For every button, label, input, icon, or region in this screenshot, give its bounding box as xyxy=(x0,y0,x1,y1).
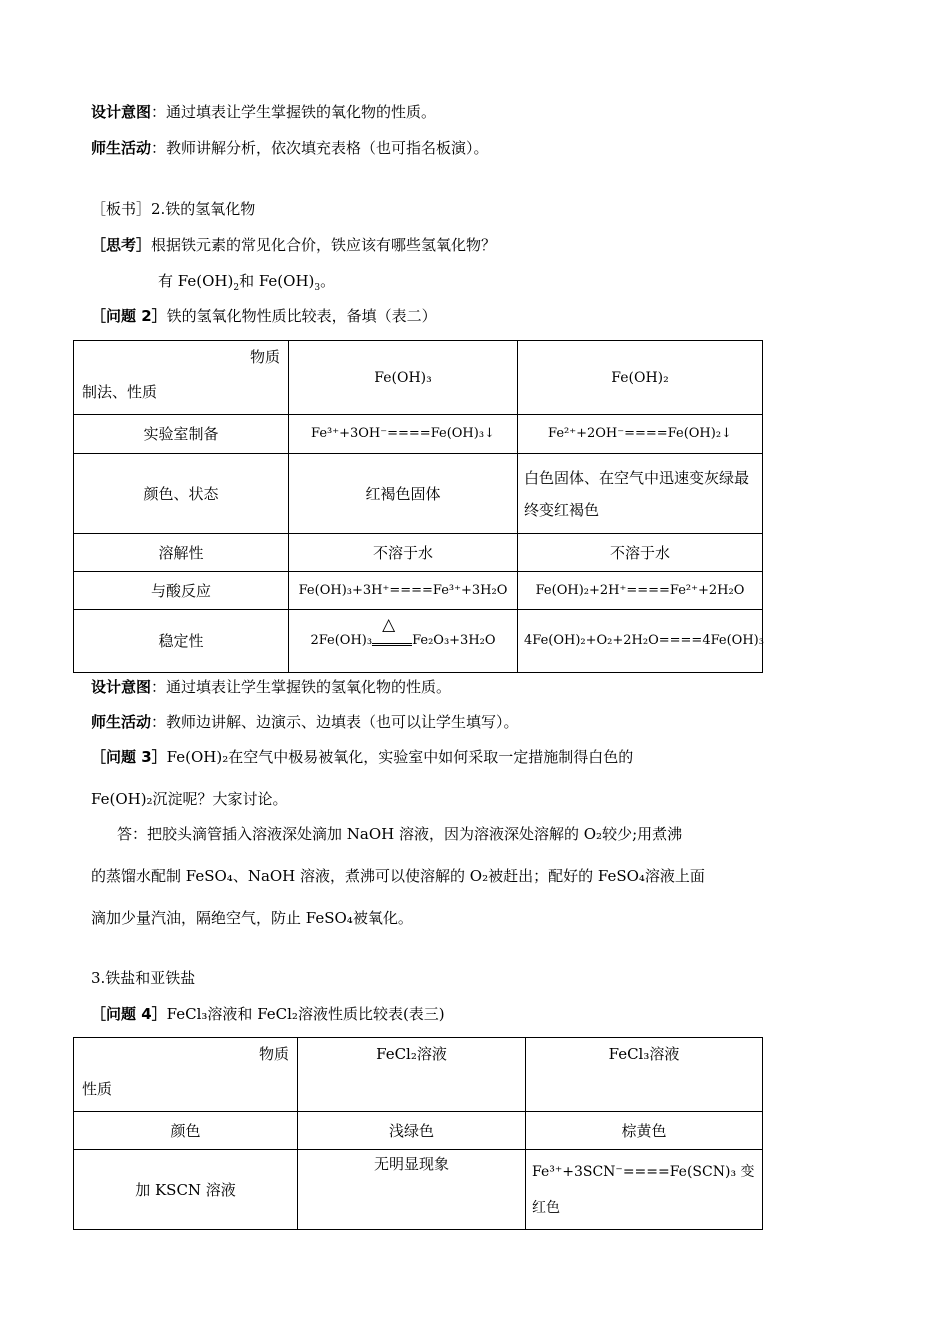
label: 师生活动 xyxy=(91,713,152,731)
cell: 不溶于水 xyxy=(289,534,518,572)
question-3-cont: Fe(OH)₂沉淀呢？大家讨论。 xyxy=(91,790,288,808)
cell: Fe³⁺+3SCN⁻====Fe(SCN)₃ 变 红色 xyxy=(526,1150,763,1230)
header-top: 物质 xyxy=(258,1045,289,1063)
text: ：通过填表让学生掌握铁的氧化物的性质。 xyxy=(151,103,437,121)
activity-2 xyxy=(91,712,519,732)
text: ：教师讲解分析，依次填充表格（也可指名板演）。 xyxy=(151,139,489,157)
row-label: 加 KSCN 溶液 xyxy=(74,1150,298,1230)
cell: 不溶于水 xyxy=(518,534,763,572)
row-label: 颜色、状态 xyxy=(74,454,289,534)
col-header-fecl3: FeCl₃溶液 xyxy=(526,1038,763,1112)
col-header-feoh2: Fe(OH)₂ xyxy=(518,341,763,415)
label: ［问题 3］ xyxy=(91,748,167,766)
cell: Fe(OH)₃+3H⁺====Fe³⁺+3H₂O xyxy=(289,572,518,610)
answer-line xyxy=(158,271,335,291)
board-note: ［板书］2.铁的氢氧化物 xyxy=(91,200,256,218)
row-label: 溶解性 xyxy=(74,534,289,572)
header-top: 物质 xyxy=(249,348,280,366)
equals-sign xyxy=(372,615,412,646)
text: 铁的氢氧化物性质比较表，备填（表二） xyxy=(166,307,437,325)
question-4 xyxy=(91,1004,445,1024)
text: ：教师边讲解、边演示、边填表（也可以让学生填写）。 xyxy=(151,713,519,731)
cell: 红褐色固体 xyxy=(289,454,518,534)
iron-salt-table xyxy=(73,1037,763,1230)
col-header-fecl2: FeCl₂溶液 xyxy=(298,1038,526,1112)
cell: 白色固体、在空气中迅速变灰绿最终变红褐色 xyxy=(518,454,763,534)
activity-1 xyxy=(91,138,489,158)
sub-b: 3 xyxy=(314,283,321,293)
question-3 xyxy=(91,747,633,767)
text: 根据铁元素的常见化合价，铁应该有哪些氢氧化物？ xyxy=(151,236,497,254)
heat-symbol: △ xyxy=(382,615,396,635)
row-label: 颜色 xyxy=(74,1112,298,1150)
answer-3: 滴加少量汽油，隔绝空气，防止 FeSO₄被氧化。 xyxy=(91,909,413,927)
text: ：通过填表让学生掌握铁的氢氧化物的性质。 xyxy=(151,678,452,696)
design-intent-2 xyxy=(91,677,451,697)
cell: Fe³⁺+3OH⁻====Fe(OH)₃↓ xyxy=(289,415,518,454)
label: 师生活动 xyxy=(91,139,152,157)
question-2 xyxy=(91,306,437,326)
label: 设计意图 xyxy=(91,103,152,121)
label: ［问题 2］ xyxy=(91,307,167,325)
label: 设计意图 xyxy=(91,678,152,696)
design-intent-1 xyxy=(91,102,436,122)
col-header-feoh3: Fe(OH)₃ xyxy=(289,341,518,415)
row-label: 实验室制备 xyxy=(74,415,289,454)
sub-a: 2 xyxy=(233,283,240,293)
section-3-heading: 3.铁盐和亚铁盐 xyxy=(91,969,196,987)
cell: 4Fe(OH)₂+O₂+2H₂O====4Fe(OH)₃ xyxy=(518,610,763,673)
text: FeCl₃溶液和 FeCl₂溶液性质比较表(表三) xyxy=(166,1005,445,1023)
header-bottom: 制法、性质 xyxy=(82,383,158,401)
cell: Fe(OH)₂+2H⁺====Fe²⁺+2H₂O xyxy=(518,572,763,610)
cell: Fe²⁺+2OH⁻====Fe(OH)₂↓ xyxy=(518,415,763,454)
table-header-diagonal xyxy=(74,1038,298,1112)
label: ［问题 4］ xyxy=(91,1005,167,1023)
products: Fe₂O₃+3H₂O xyxy=(412,633,496,648)
cell: 无明显现象 xyxy=(298,1150,526,1230)
row-label: 与酸反应 xyxy=(74,572,289,610)
header-bottom: 性质 xyxy=(82,1080,113,1098)
label: ［思考］ xyxy=(91,236,152,254)
cell: 浅绿色 xyxy=(298,1112,526,1150)
answer-1: 答：把胶头滴管插入溶液深处滴加 NaOH 溶液，因为溶液深处溶解的 O₂较少;用煮沸 xyxy=(117,825,683,843)
part-b: 和 Fe(OH) xyxy=(239,272,315,290)
part-a: 有 Fe(OH) xyxy=(158,272,234,290)
think-question xyxy=(91,235,496,255)
reactant: 2Fe(OH)₃ xyxy=(310,633,373,648)
cell: 棕黄色 xyxy=(526,1112,763,1150)
hydroxide-table xyxy=(73,340,763,673)
table-header-diagonal xyxy=(74,341,289,415)
text: Fe(OH)₂在空气中极易被氧化，实验室中如何采取一定措施制得白色的 xyxy=(166,748,634,766)
part-c: 。 xyxy=(320,272,336,290)
row-label: 稳定性 xyxy=(74,610,289,673)
cell-decomposition xyxy=(289,610,518,673)
answer-2: 的蒸馏水配制 FeSO₄、NaOH 溶液，煮沸可以使溶解的 O₂被赶出；配好的 FeSO₄溶液上面 xyxy=(91,867,705,885)
